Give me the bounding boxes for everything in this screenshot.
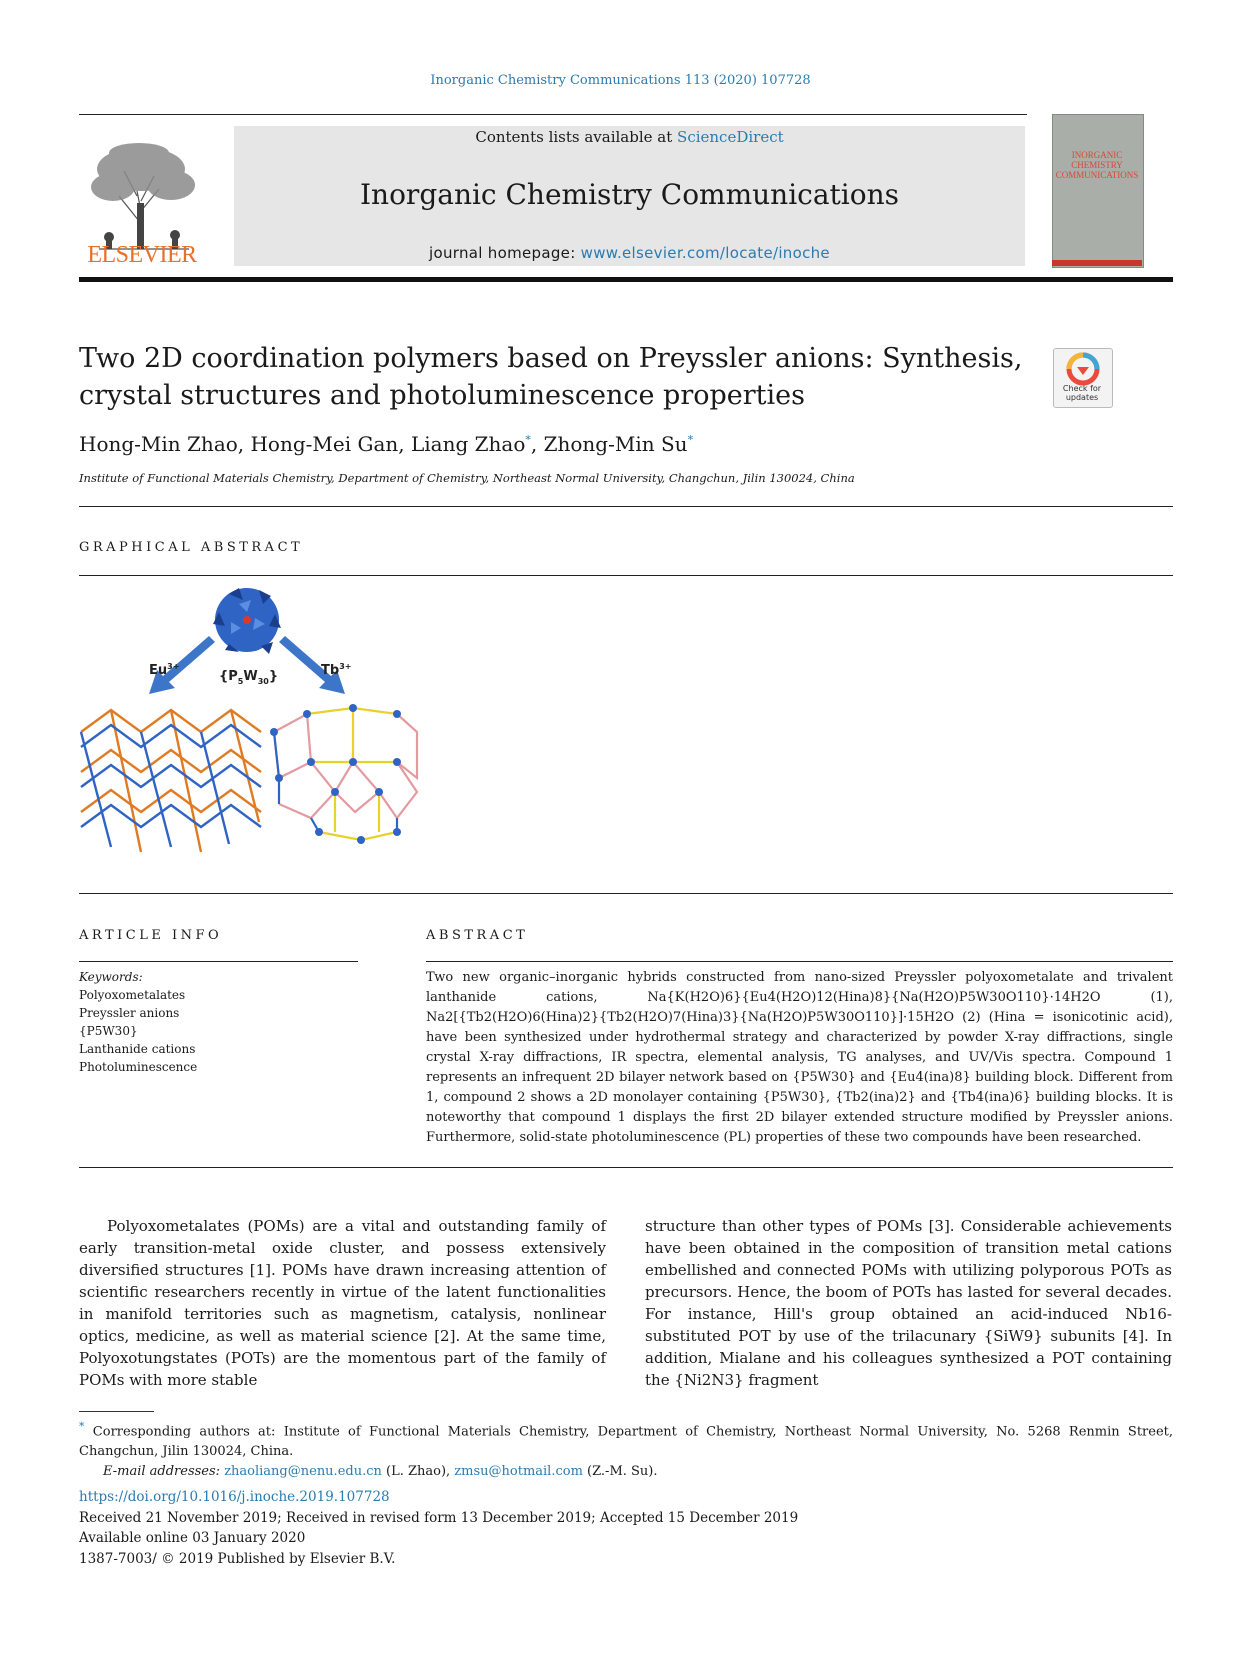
section-rule	[79, 893, 1173, 894]
journal-name: Inorganic Chemistry Communications	[359, 178, 900, 211]
article-info-rule	[79, 961, 358, 962]
body-column-left: Polyoxometalates (POMs) are a vital and outstanding family of early transition-metal oxide cluster, and possess extensively diversified structures [1]. POMs have drawn increasing attention of scientific researchers recently in virtue of the latent functionalities in manifold territories such as magnetism, catalysis, nonlinear optics, medicine, as well as material science [2]. At the same time, Polyoxotungstates (POTs) are the momentous part of the family of POMs with more stable	[79, 1217, 606, 1389]
body-column-right: structure than other types of POMs [3]. Considerable achievements have been obtained in the composition of transition metal cations embellished and connected POMs with utilizing polyporous POTs as precursors. Hence, the boom of POTs has lasted for several decades. For instance, Hill's group obtained an acid-induced Nb16-substituted POT by use of the trilacunary {SiW9} subunits [4]. In addition, Mialane and his colleagues synthesized a POT containing the {Ni2N3} fragment	[645, 1217, 1172, 1389]
keyword-item: Photoluminescence	[79, 1060, 198, 1074]
graphical-abstract-figure	[79, 582, 419, 867]
email-link-zhao[interactable]: zhaoliang@nenu.edu.cn	[224, 1464, 382, 1480]
label-eu: $Eu^{3+}$	[149, 662, 180, 678]
authors-plain: Hong-Min Zhao, Hong-Mei Gan,	[79, 432, 411, 456]
header-thick-rule	[79, 277, 1173, 282]
keyword-item: Polyoxometalates	[79, 988, 186, 1002]
label-tb: $Tb^{3+}$	[321, 662, 352, 678]
label-p5w30: $\{P_5W_{30}\}$	[219, 669, 279, 686]
keyword-item: Preyssler anions	[79, 1006, 180, 1020]
contents-prefix: Contents lists available at	[475, 128, 678, 146]
preyssler-cluster	[213, 588, 281, 654]
header-rule	[79, 114, 1027, 115]
keyword-item: Lanthanide cations	[79, 1042, 196, 1056]
footnote-rule	[79, 1411, 154, 1412]
section-rule	[79, 506, 1173, 507]
doi-link[interactable]: https://doi.org/10.1016/j.inoche.2019.107728	[79, 1489, 390, 1505]
sciencedirect-link[interactable]: ScienceDirect	[677, 128, 784, 146]
check-updates-label: Check for updates	[1062, 384, 1102, 402]
cover-bottom-bar	[1052, 260, 1142, 266]
author-liang-zhao: Liang Zhao	[410, 432, 526, 456]
elsevier-wordmark: ELSEVIER	[87, 242, 197, 268]
corresponding-star[interactable]: *	[687, 433, 694, 447]
affiliation: Institute of Functional Materials Chemistry, Department of Chemistry, Northeast Normal University, Changchun, Jilin 130024, China	[79, 471, 855, 485]
contents-line	[234, 128, 1025, 146]
copyright: 1387-7003/ © 2019 Published by Elsevier B.V.	[79, 1550, 396, 1567]
abstract-heading: ABSTRACT	[426, 928, 529, 943]
corresponding-note: * Corresponding authors at: Institute of Functional Materials Chemistry, Department of Chemistry, Northeast Normal University, No. 5268 Renmin Street, Changchun, Jilin 130024, China.	[79, 1420, 1174, 1460]
available-online: Available online 03 January 2020	[79, 1530, 306, 1546]
keyword-item: {P5W30}	[79, 1024, 138, 1038]
section-rule	[79, 1167, 1173, 1168]
corresponding-star[interactable]: *	[525, 433, 531, 447]
keywords-title: Keywords:	[79, 970, 143, 984]
section-rule	[79, 575, 1173, 576]
email-link-su[interactable]: zmsu@hotmail.com	[454, 1464, 583, 1480]
abstract-text: Two new organic–inorganic hybrids constructed from nano-sized Preyssler polyoxometalate and trivalent lanthanide cations, Na{K(H2O)6}{Eu4(H2O)12(Hina)8}{Na(H2O)P5W30O110}·14H2O (1), Na2[{Tb2(H2O)6(Hina)2}{Tb2(H2O)7(Hina)3}{Na(H2O)P5W30O110}]·15H2O (2) (Hina = isonicotinic acid), have been synthesized under hydrothermal strategy and characterized by powder X-ray diffractions, single crystal X-ray diffractions, IR spectra, elemental analysis, TG analyses, and UV/Vis spectra. Compound 1 represents an infrequent 2D bilayer network based on {P5W30} and {Eu4(ina)8} building block. Different from 1, compound 2 shows a 2D monolayer containing {P5W30}, {Tb2(ina)2} and {Tb4(ina)6} building blocks. It is noteworthy that compound 1 displays the first 2D bilayer extended structure modified by Preyssler anions. Furthermore, solid-state photoluminescence (PL) properties of these two compounds have been researched.	[426, 970, 1173, 1145]
publication-info	[79, 1487, 979, 1569]
bilayer-network	[81, 710, 261, 852]
keywords-block	[79, 968, 358, 1076]
author-list: Hong-Min Zhao, Hong-Mei Gan, Liang Zhao*, Zhong-Min Su*	[79, 432, 694, 456]
abstract-rule	[426, 961, 1173, 962]
footnote-block	[79, 1417, 1173, 1482]
author-zhong-min-su: Zhong-Min Su	[543, 432, 688, 456]
journal-cover-thumbnail[interactable]	[1052, 114, 1144, 268]
homepage-link[interactable]: www.elsevier.com/locate/inoche	[580, 244, 830, 262]
monolayer-network	[270, 704, 417, 844]
homepage-prefix: journal homepage:	[429, 244, 581, 262]
homepage-line	[234, 244, 1025, 262]
journal-reference-link[interactable]: Inorganic Chemistry Communications 113 (2020) 107728	[430, 73, 811, 88]
email-label: E-mail addresses:	[103, 1464, 221, 1480]
article-info-heading: ARTICLE INFO	[79, 928, 223, 943]
graphical-abstract-heading: GRAPHICAL ABSTRACT	[79, 540, 304, 555]
received-dates: Received 21 November 2019; Received in revised form 13 December 2019; Accepted 15 December 2019	[79, 1509, 799, 1526]
cover-title: INORGANIC CHEMISTRY COMMUNICATIONS	[1055, 150, 1139, 180]
article-title: Two 2D coordination polymers based on Preyssler anions: Synthesis, crystal structures and photoluminescence properties	[79, 343, 1023, 411]
check-updates-icon	[1054, 349, 1112, 389]
email-line: E-mail addresses: zhaoliang@nenu.edu.cn (L. Zhao), zmsu@hotmail.com (Z.-M. Su).	[103, 1464, 658, 1480]
